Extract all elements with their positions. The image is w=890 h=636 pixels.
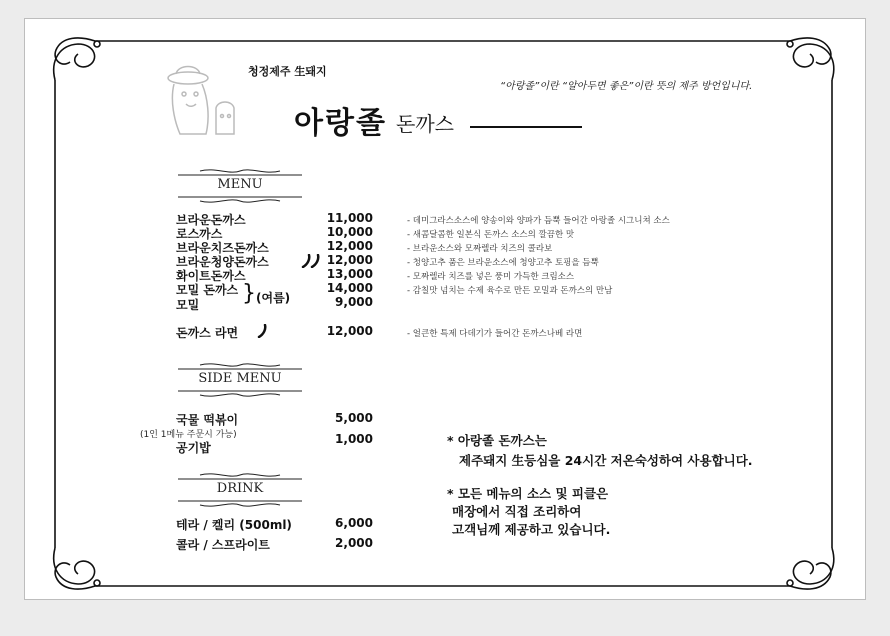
brand-underline: [470, 126, 582, 128]
menu-item-desc: - 브라운소스와 모짜렐라 치즈의 콜라보: [407, 244, 553, 254]
drink-item-price: 6,000: [335, 516, 373, 530]
menu-item-name: 모밀: [176, 298, 200, 312]
menu-item-name: 로스까스: [176, 227, 223, 241]
subtitle: 청정제주 生돼지: [248, 65, 327, 78]
mascot-illustration: [160, 60, 250, 145]
brand-title: 아랑졸: [294, 106, 387, 141]
brand-quote: “아랑졸”이란 “알아두면 좋은”이란 뜻의 제주 방언입니다.: [500, 81, 753, 92]
menu-item-name: 브라운치즈돈까스: [176, 241, 269, 255]
side-item-price: 5,000: [335, 411, 373, 425]
side-menu-section-title: SIDE MENU: [198, 371, 282, 386]
brace-icon: }: [242, 281, 256, 306]
note-line: 고객님께 제공하고 있습니다.: [452, 522, 611, 537]
drink-item-name: 콜라 / 스프라이트: [176, 538, 270, 552]
menu-item-name: 모밀 돈까스: [176, 283, 239, 297]
brand-subtitle: 돈까스: [396, 112, 454, 136]
side-note: (1인 1메뉴 주문시 가능): [140, 430, 237, 440]
menu-item-desc: - 모짜렐라 치즈를 넣은 풍미 가득한 크림소스: [407, 272, 575, 282]
menu-section-title: MENU: [217, 177, 263, 192]
side-menu-section-header: [170, 360, 310, 400]
note-line: 매장에서 직접 조리하여: [452, 504, 582, 519]
drink-item-price: 2,000: [335, 536, 373, 550]
note-line: 제주돼지 生등심을 24시간 저온숙성하여 사용합니다.: [459, 453, 753, 468]
menu-item-price: 12,000: [326, 253, 373, 267]
side-item-price: 1,000: [335, 432, 373, 446]
menu-item-name: 화이트돈까스: [176, 269, 246, 283]
side-item-name: 공기밥: [176, 441, 211, 455]
menu-item-name: 돈까스 라면: [176, 326, 239, 340]
drink-section-header: [170, 470, 310, 510]
chili-pepper-icon: [256, 324, 268, 338]
menu-item-desc: - 청양고추 품은 브라운소스에 청양고추 토핑을 듬뿍: [407, 258, 599, 268]
side-item-name: 국물 떡볶이: [176, 413, 239, 427]
menu-item-price: 11,000: [326, 211, 373, 225]
menu-item-price: 14,000: [326, 281, 373, 295]
seasonal-label: (여름): [256, 291, 291, 305]
menu-item-price: 10,000: [326, 225, 373, 239]
menu-item-price: 12,000: [326, 324, 373, 338]
menu-item-desc: - 새콤달콤한 일본식 돈까스 소스의 깔끔한 맛: [407, 230, 575, 240]
menu-section-header: [170, 166, 310, 206]
drink-section-title: DRINK: [216, 481, 264, 496]
menu-item-desc: - 감칠맛 넘치는 수제 육수로 만든 모밀과 돈까스의 만남: [407, 286, 613, 296]
menu-item-desc: - 데미그라스소스에 양송이와 양파가 듬뿍 들어간 아랑졸 시그니쳐 소스: [407, 216, 670, 226]
drink-item-name: 테라 / 켈리 (500ml): [176, 518, 292, 532]
menu-item-price: 12,000: [326, 239, 373, 253]
menu-item-price: 13,000: [326, 267, 373, 281]
menu-item-name: 브라운돈까스: [176, 213, 246, 227]
menu-item-desc: - 얼큰한 특제 다데기가 들어간 돈까스나베 라면: [407, 329, 583, 339]
note-line: * 모든 메뉴의 소스 및 피클은: [447, 486, 609, 501]
note-line: * 아랑졸 돈까스는: [447, 433, 547, 448]
menu-item-price: 9,000: [335, 295, 373, 309]
menu-item-name: 브라운청양돈까스: [176, 255, 269, 269]
